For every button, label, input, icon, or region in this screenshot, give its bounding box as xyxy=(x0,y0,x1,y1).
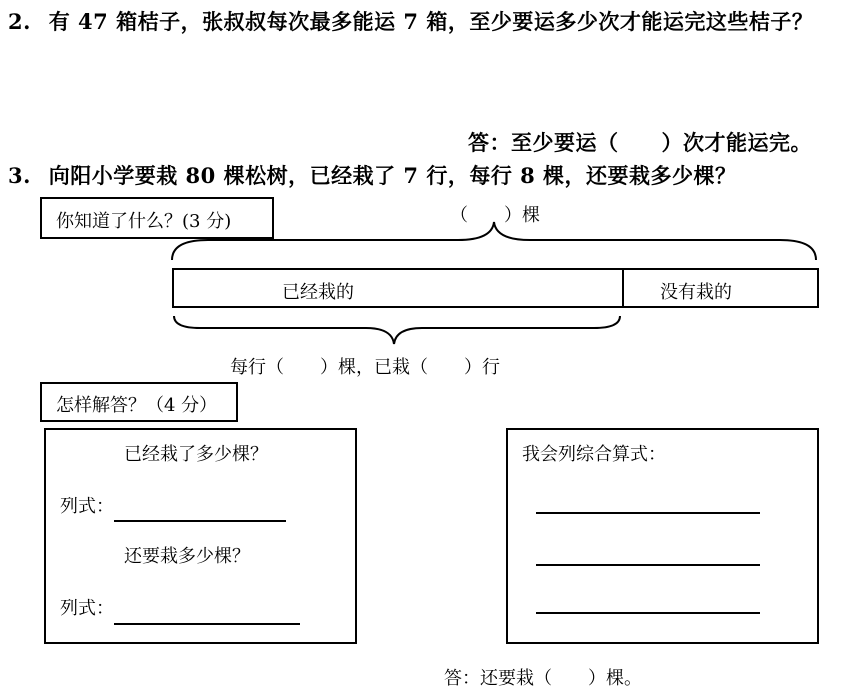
combined-answer-line-1 xyxy=(536,512,760,514)
diagram-divider xyxy=(622,270,624,306)
formula-answer-line-2 xyxy=(114,623,300,625)
combined-answer-line-2 xyxy=(536,564,760,566)
question-3-text: 向阳小学要栽 80 棵松树，已经栽了 7 行，每行 8 棵，还要栽多少棵？ xyxy=(48,163,737,188)
combined-answer-line-3 xyxy=(536,612,760,614)
how-label: 怎样解答？（4 分） xyxy=(56,395,218,416)
total-count-label: （ ）棵 xyxy=(450,205,540,226)
planted-segment-label: 已经栽的 xyxy=(282,282,354,303)
question-3 xyxy=(8,160,737,190)
formula-label-2: 列式： xyxy=(60,598,114,619)
question-3-answer: 答：还要栽（ ）棵。 xyxy=(444,668,642,689)
question-2-answer: 答：至少要运（ ）次才能运完。 xyxy=(468,130,812,155)
combined-formula-title: 我会列综合算式： xyxy=(522,444,666,465)
remaining-count-question: 还要栽多少棵？ xyxy=(124,546,250,567)
combined-formula-box xyxy=(506,428,819,644)
formula-label-1: 列式： xyxy=(60,496,114,517)
question-2-number: 2. xyxy=(8,9,31,34)
diagram-bar xyxy=(172,268,819,308)
question-3-number: 3. xyxy=(8,163,31,188)
question-2-text: 有 47 箱桔子，张叔叔每次最多能运 7 箱，至少要运多少次才能运完这些桔子？ xyxy=(48,9,814,34)
top-brace xyxy=(168,218,828,264)
not-planted-segment-label: 没有栽的 xyxy=(660,282,732,303)
row-info-label: 每行（ ）棵，已栽（ ）行 xyxy=(230,357,500,378)
question-2 xyxy=(8,6,813,36)
step-by-step-box xyxy=(44,428,357,644)
know-label: 你知道了什么？(3 分) xyxy=(56,211,232,232)
bottom-brace xyxy=(170,312,630,348)
formula-answer-line-1 xyxy=(114,520,286,522)
planted-count-question: 已经栽了多少棵？ xyxy=(124,444,268,465)
how-label-box xyxy=(40,382,238,422)
